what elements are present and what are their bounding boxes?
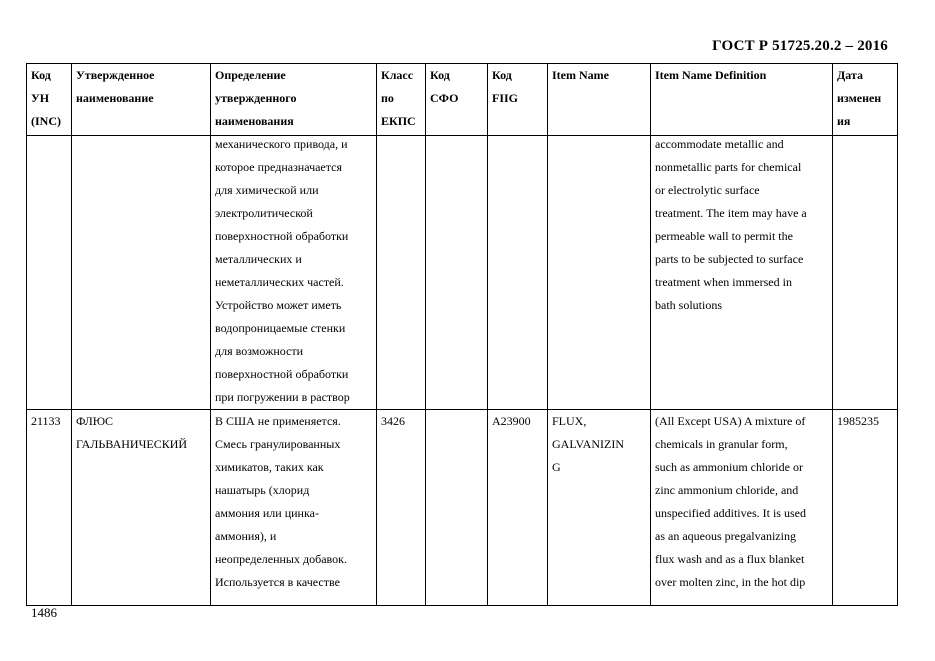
document-id: ГОСТ Р 51725.20.2 – 2016 (712, 38, 888, 54)
cell-class: 3426 (377, 410, 426, 606)
table-header-row (27, 64, 898, 136)
cell-class (377, 136, 426, 410)
cell-item-definition: accommodate metallic and nonmetallic parts for chemical or electrolytic surface treatment. The item may have a permeable wall to permit the parts to be subjected to surface treatment when immersed in bath solutions (651, 136, 833, 410)
cell-item-name: FLUX, GALVANIZIN G (548, 410, 651, 606)
cell-change-date: 1985235 (833, 410, 898, 606)
cell-inc (27, 136, 72, 410)
catalog-table (26, 63, 898, 606)
col-header-sfo-code: Код СФО (426, 64, 488, 136)
cell-item-name (548, 136, 651, 410)
cell-sfo-code (426, 136, 488, 410)
cell-fiig-code: A23900 (488, 410, 548, 606)
col-header-fiig-code: Код FIIG (488, 64, 548, 136)
table-row (27, 136, 898, 410)
cell-approved-name: ФЛЮС ГАЛЬВАНИЧЕСКИЙ (72, 410, 211, 606)
page-number: 1486 (31, 605, 57, 620)
cell-definition: механического привода, и которое предназначается для химической или электролитической поверхностной обработки металлических и неметаллических частей. Устройство может иметь водопроницаемые стенки для возможности поверхностной обработки при погружении в раствор (211, 136, 377, 410)
col-header-item-definition: Item Name Definition (651, 64, 833, 136)
col-header-class: Класс по ЕКПС (377, 64, 426, 136)
cell-item-definition: (All Except USA) A mixture of chemicals in granular form, such as ammonium chloride or zinc ammonium chloride, and unspecified additives. It is used as an aqueous pregalvanizing flux wash and as a flux blanket over molten zinc, in the hot dip (651, 410, 833, 606)
cell-fiig-code (488, 136, 548, 410)
col-header-inc: Код УН (INC) (27, 64, 72, 136)
cell-approved-name (72, 136, 211, 410)
cell-definition: В США не применяется. Смесь гранулированных химикатов, таких как нашатырь (хлорид аммония или цинка- аммония), и неопределенных добавок. Используется в качестве (211, 410, 377, 606)
col-header-definition: Определение утвержденного наименования (211, 64, 377, 136)
col-header-item-name: Item Name (548, 64, 651, 136)
col-header-approved-name: Утвержденное наименование (72, 64, 211, 136)
table-row (27, 410, 898, 606)
col-header-change-date: Дата изменен ия (833, 64, 898, 136)
cell-change-date (833, 136, 898, 410)
cell-inc: 21133 (27, 410, 72, 606)
cell-sfo-code (426, 410, 488, 606)
